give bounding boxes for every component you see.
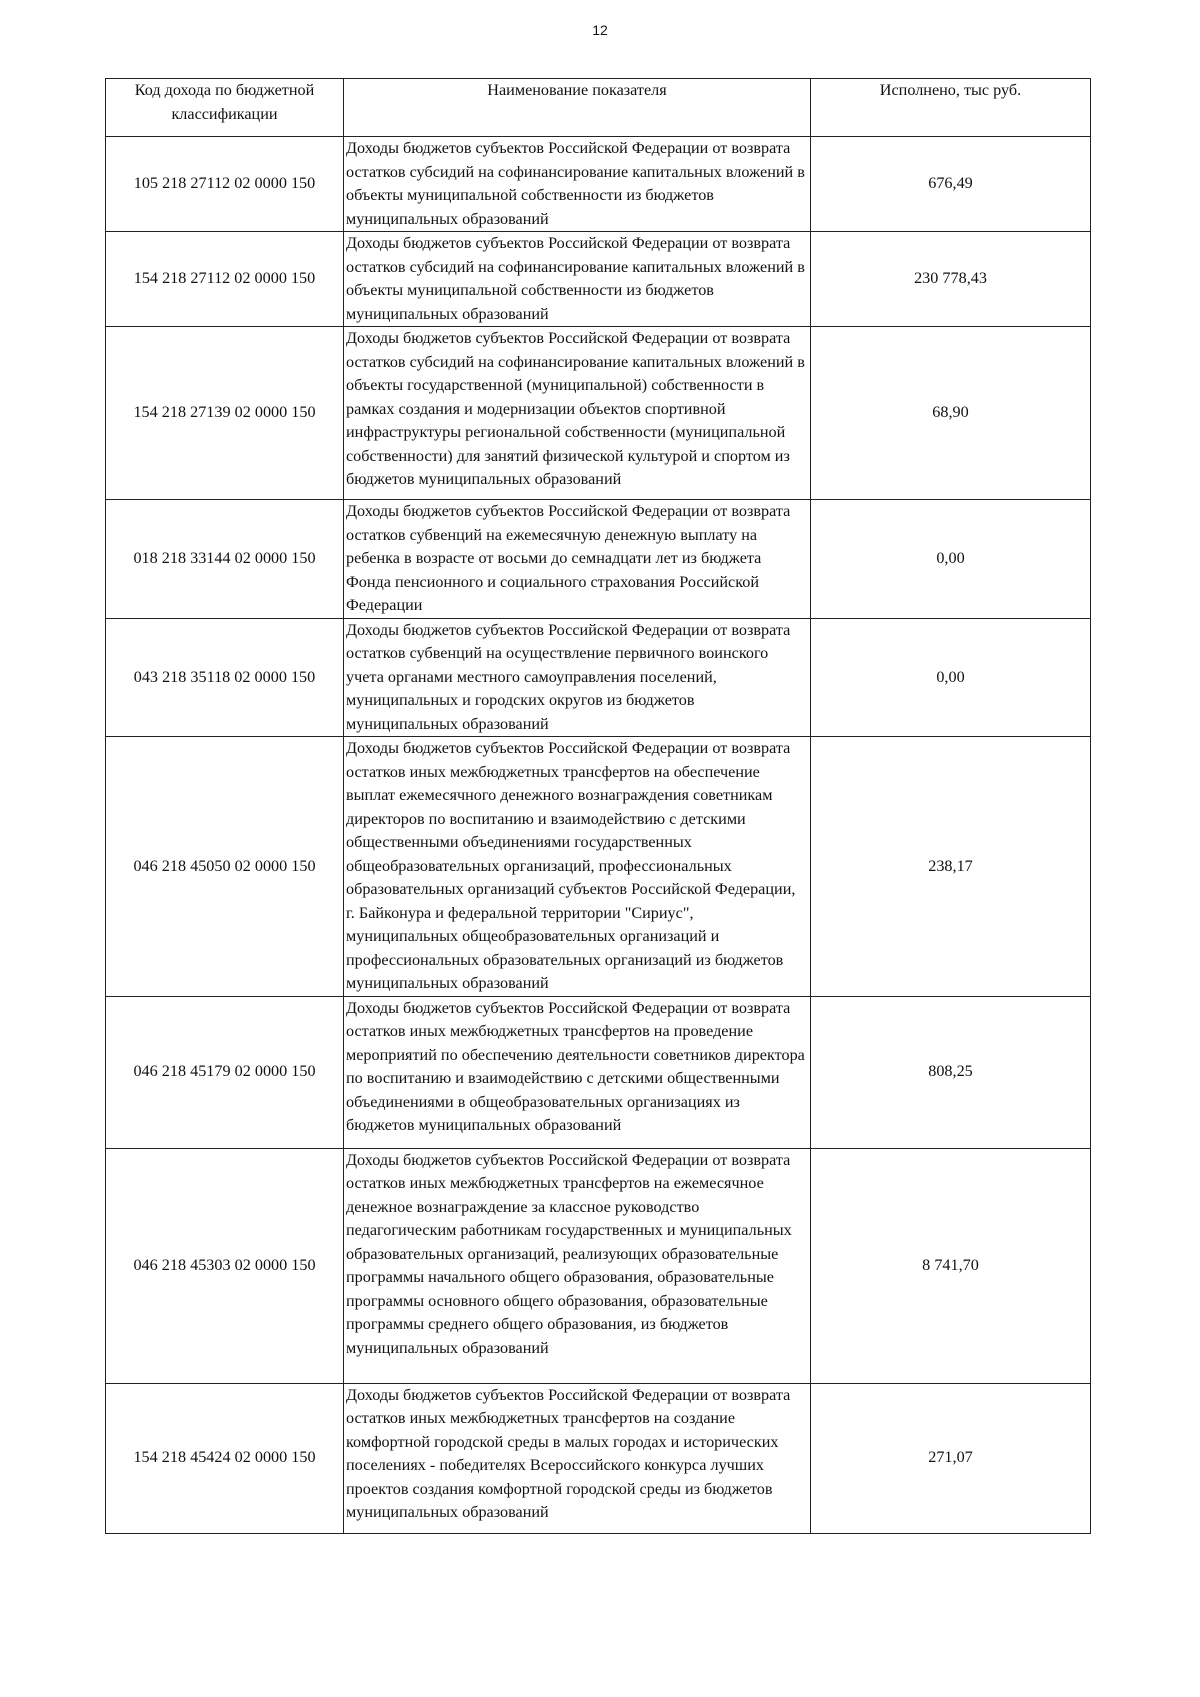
table-row bbox=[106, 232, 1091, 327]
executed-amount: 0,00 bbox=[811, 500, 1091, 619]
header-value: Исполнено, тыс руб. bbox=[811, 79, 1091, 137]
indicator-name: Доходы бюджетов субъектов Российской Федерации от возврата остатков иных межбюджетных трансфертов на проведение мероприятий по обеспечению деятельности советников директора по воспитанию и взаимодействию с детскими общественными объединениями в общеобразовательных организациях из бюджетов муниципальных образований bbox=[344, 996, 811, 1148]
executed-amount: 808,25 bbox=[811, 996, 1091, 1148]
table-row bbox=[106, 137, 1091, 232]
indicator-name: Доходы бюджетов субъектов Российской Федерации от возврата остатков субсидий на софинансирование капитальных вложений в объекты муниципальной собственности из бюджетов муниципальных образований bbox=[344, 232, 811, 327]
table-row bbox=[106, 618, 1091, 737]
table-row bbox=[106, 1148, 1091, 1383]
income-code: 154 218 27139 02 0000 150 bbox=[106, 327, 344, 500]
income-code: 018 218 33144 02 0000 150 bbox=[106, 500, 344, 619]
indicator-name: Доходы бюджетов субъектов Российской Федерации от возврата остатков иных межбюджетных трансфертов на ежемесячное денежное вознаграждение за классное руководство педагогическим работникам государственных и муниципальных образовательных организаций, реализующих образовательные программы начального общего образования, образовательные программы основного общего образования, образовательные программы среднего общего образования, из бюджетов муниципальных образований bbox=[344, 1148, 811, 1383]
executed-amount: 68,90 bbox=[811, 327, 1091, 500]
indicator-name: Доходы бюджетов субъектов Российской Федерации от возврата остатков субвенций на осуществление первичного воинского учета органами местного самоуправления поселений, муниципальных и городских округов из бюджетов муниципальных образований bbox=[344, 618, 811, 737]
income-code: 046 218 45179 02 0000 150 bbox=[106, 996, 344, 1148]
indicator-name: Доходы бюджетов субъектов Российской Федерации от возврата остатков субсидий на софинансирование капитальных вложений в объекты муниципальной собственности из бюджетов муниципальных образований bbox=[344, 137, 811, 232]
income-code: 046 218 45050 02 0000 150 bbox=[106, 737, 344, 997]
header-name: Наименование показателя bbox=[344, 79, 811, 137]
income-code: 154 218 45424 02 0000 150 bbox=[106, 1383, 344, 1533]
indicator-name: Доходы бюджетов субъектов Российской Федерации от возврата остатков субсидий на софинансирование капитальных вложений в объекты государственной (муниципальной) собственности в рамках создания и модернизации объектов спортивной инфраструктуры региональной собственности (муниципальной собственности) для занятий физической культурой и спортом из бюджетов муниципальных образований bbox=[344, 327, 811, 500]
executed-amount: 8 741,70 bbox=[811, 1148, 1091, 1383]
executed-amount: 271,07 bbox=[811, 1383, 1091, 1533]
table-row bbox=[106, 737, 1091, 997]
executed-amount: 676,49 bbox=[811, 137, 1091, 232]
header-code: Код дохода по бюджетной классификации bbox=[106, 79, 344, 137]
executed-amount: 0,00 bbox=[811, 618, 1091, 737]
executed-amount: 230 778,43 bbox=[811, 232, 1091, 327]
income-code: 105 218 27112 02 0000 150 bbox=[106, 137, 344, 232]
table-row bbox=[106, 996, 1091, 1148]
table-row bbox=[106, 327, 1091, 500]
table-header-row bbox=[106, 79, 1091, 137]
executed-amount: 238,17 bbox=[811, 737, 1091, 997]
income-code: 046 218 45303 02 0000 150 bbox=[106, 1148, 344, 1383]
income-code: 043 218 35118 02 0000 150 bbox=[106, 618, 344, 737]
indicator-name: Доходы бюджетов субъектов Российской Федерации от возврата остатков субвенций на ежемесячную денежную выплату на ребенка в возрасте от восьми до семнадцати лет из бюджета Фонда пенсионного и социального страхования Российской Федерации bbox=[344, 500, 811, 619]
indicator-name: Доходы бюджетов субъектов Российской Федерации от возврата остатков иных межбюджетных трансфертов на создание комфортной городской среды в малых городах и исторических поселениях - победителях Всероссийского конкурса лучших проектов создания комфортной городской среды из бюджетов муниципальных образований bbox=[344, 1383, 811, 1533]
table-row bbox=[106, 1383, 1091, 1533]
income-table bbox=[105, 78, 1091, 1534]
page-number: 12 bbox=[592, 22, 608, 38]
indicator-name: Доходы бюджетов субъектов Российской Федерации от возврата остатков иных межбюджетных трансфертов на обеспечение выплат ежемесячного денежного вознаграждения советникам директоров по воспитанию и взаимодействию с детскими общественными объединениями государственных общеобразовательных организаций, профессиональных образовательных организаций субъектов Российской Федерации, г. Байконура и федеральной территории "Сириус", муниципальных общеобразовательных организаций и профессиональных образовательных организаций из бюджетов муниципальных образований bbox=[344, 737, 811, 997]
table-row bbox=[106, 500, 1091, 619]
income-code: 154 218 27112 02 0000 150 bbox=[106, 232, 344, 327]
